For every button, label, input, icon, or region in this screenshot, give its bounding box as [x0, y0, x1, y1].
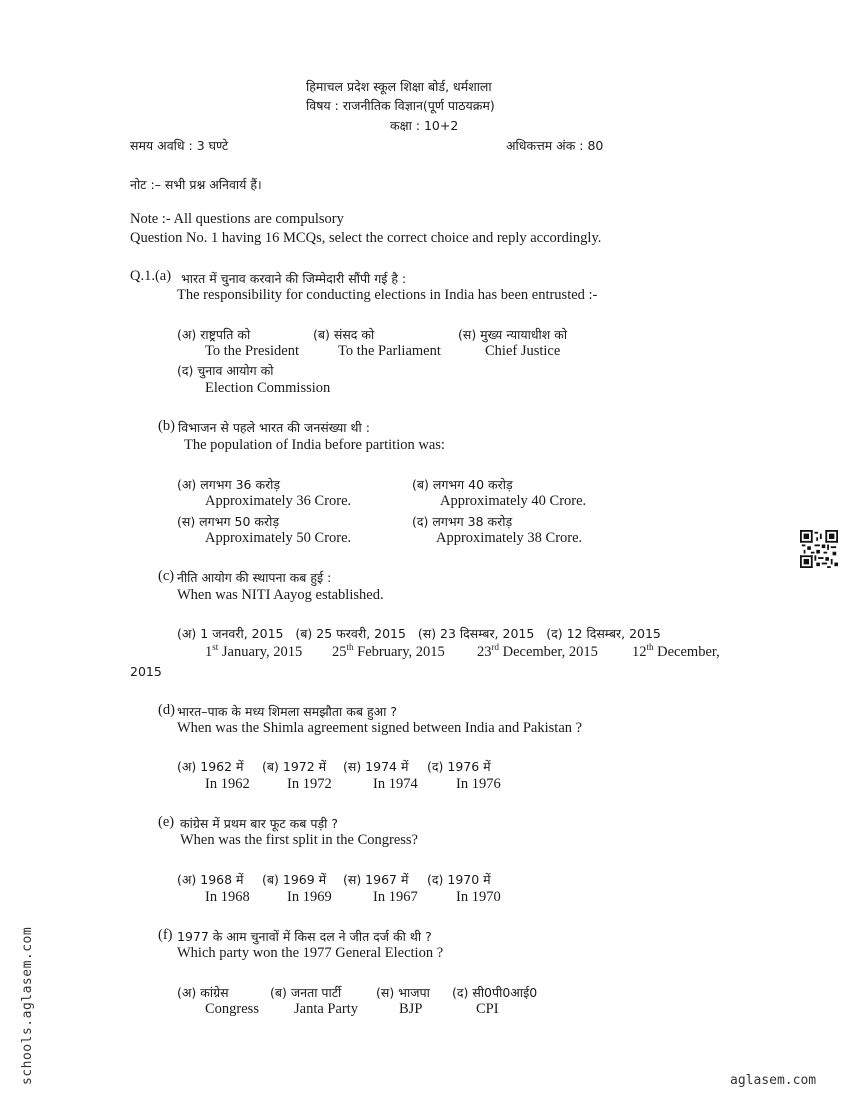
- option-c3-english: 23rd December, 2015: [477, 642, 598, 660]
- option-b2-english: Approximately 40 Crore.: [440, 493, 587, 509]
- option-d4-hindi: (द) 1976 में: [427, 759, 491, 774]
- note-hindi: नोट :– सभी प्रश्न अनिवार्य हैं।: [130, 177, 262, 192]
- option-a3-hindi: (स) मुख्य न्यायाधीश को: [458, 327, 568, 342]
- question-b-english: The population of India before partition was:: [184, 437, 445, 453]
- side-watermark: schools.aglasem.com: [20, 926, 35, 1085]
- option-f3-hindi: (स) भाजपा: [376, 985, 430, 1000]
- note-english: Note :- All questions are compulsory: [130, 211, 344, 227]
- option-e1-english: In 1968: [205, 889, 250, 905]
- option-e2-hindi: (ब) 1969 में: [262, 872, 327, 887]
- question-e-hindi: कांग्रेस में प्रथम बार फूट कब पड़ी ?: [180, 816, 339, 831]
- class-label: कक्षा : 10+2: [390, 118, 459, 133]
- option-f1-english: Congress: [205, 1001, 259, 1017]
- option-f2-english: Janta Party: [294, 1001, 359, 1017]
- question-f-english: Which party won the 1977 General Election ?: [177, 945, 444, 961]
- question-a-hindi: भारत में चुनाव करवाने की जिम्मेदारी सौंपी गई है :: [181, 271, 407, 286]
- question-d-label: (d): [158, 702, 175, 718]
- option-e4-hindi: (द) 1970 में: [427, 872, 491, 887]
- question-c-label: (c): [158, 568, 175, 584]
- question-d-hindi: भारत–पाक के मध्य शिमला समझौता कब हुआ ?: [177, 704, 397, 719]
- question-c-hindi: नीति आयोग की स्थापना कब हुई :: [177, 570, 332, 585]
- option-e3-english: In 1967: [373, 889, 418, 905]
- question-f-label: (f): [158, 927, 173, 943]
- option-b4-hindi: (द) लगभग 38 करोड़: [412, 514, 513, 529]
- option-f3-english: BJP: [399, 1001, 423, 1017]
- option-f1-hindi: (अ) कांग्रेस: [177, 985, 229, 1000]
- question-f-hindi: 1977 के आम चुनावों में किस दल ने जीत दर्ज की थी ?: [177, 929, 432, 944]
- mcq-instruction: Question No. 1 having 16 MCQs, select the correct choice and reply accordingly.: [130, 230, 602, 246]
- option-c1-english: 1st January, 2015: [205, 642, 303, 660]
- option-b3-hindi: (स) लगभग 50 करोड़: [177, 514, 280, 529]
- option-a3-english: Chief Justice: [485, 343, 561, 359]
- qr-code: [800, 530, 838, 568]
- option-b2-hindi: (ब) लगभग 40 करोड़: [412, 477, 513, 492]
- option-b3-english: Approximately 50 Crore.: [205, 530, 352, 546]
- option-a4-hindi: (द) चुनाव आयोग को: [177, 363, 274, 378]
- option-e1-hindi: (अ) 1968 में: [177, 872, 244, 887]
- option-f4-hindi: (द) सी0पी0आई0: [452, 985, 538, 1000]
- time-duration: समय अवधि : 3 घण्टे: [130, 138, 229, 153]
- max-marks: अधिकत्तम अंक : 80: [506, 138, 604, 153]
- option-d2-hindi: (ब) 1972 में: [262, 759, 327, 774]
- question-b-hindi: विभाजन से पहले भारत की जनसंख्या थी :: [178, 420, 370, 435]
- option-c4-english: 12th December,: [632, 642, 720, 660]
- option-f4-english: CPI: [476, 1001, 499, 1017]
- option-a2-english: To the Parliament: [338, 343, 441, 359]
- subject-title: विषय : राजनीतिक विज्ञान(पूर्ण पाठयक्रम): [306, 98, 495, 113]
- option-d3-hindi: (स) 1974 में: [343, 759, 409, 774]
- question-a-label: Q.1.(a): [130, 268, 172, 284]
- option-f2-hindi: (ब) जनता पार्टी: [270, 985, 342, 1000]
- option-d3-english: In 1974: [373, 776, 418, 792]
- option-b1-hindi: (अ) लगभग 36 करोड़: [177, 477, 281, 492]
- option-d2-english: In 1972: [287, 776, 332, 792]
- option-a1-english: To the President: [205, 343, 300, 359]
- question-e-label: (e): [158, 814, 175, 830]
- option-b4-english: Approximately 38 Crore.: [436, 530, 583, 546]
- question-a-english: The responsibility for conducting elections in India has been entrusted :-: [177, 287, 598, 303]
- footer-watermark: aglasem.com: [730, 1073, 817, 1088]
- question-c-options-hindi: (अ) 1 जनवरी, 2015 (ब) 25 फरवरी, 2015 (स) 23 दिसम्बर, 2015 (द) 12 दिसम्बर, 2015: [177, 626, 661, 641]
- option-c4-wrap: 2015: [130, 664, 162, 679]
- option-e3-hindi: (स) 1967 में: [343, 872, 409, 887]
- option-d1-hindi: (अ) 1962 में: [177, 759, 244, 774]
- question-b-label: (b): [158, 418, 175, 434]
- option-a4-english: Election Commission: [205, 380, 331, 396]
- option-b1-english: Approximately 36 Crore.: [205, 493, 352, 509]
- option-c2-english: 25th February, 2015: [332, 642, 445, 660]
- board-title: हिमाचल प्रदेश स्कूल शिक्षा बोर्ड, धर्मशाला: [306, 79, 492, 94]
- question-d-english: When was the Shimla agreement signed between India and Pakistan ?: [177, 720, 583, 736]
- option-d1-english: In 1962: [205, 776, 250, 792]
- option-e4-english: In 1970: [456, 889, 501, 905]
- option-a1-hindi: (अ) राष्ट्रपति को: [177, 327, 251, 342]
- option-a2-hindi: (ब) संसद को: [313, 327, 375, 342]
- question-e-english: When was the first split in the Congress?: [180, 832, 418, 848]
- option-d4-english: In 1976: [456, 776, 501, 792]
- option-e2-english: In 1969: [287, 889, 332, 905]
- question-c-english: When was NITI Aayog established.: [177, 587, 384, 603]
